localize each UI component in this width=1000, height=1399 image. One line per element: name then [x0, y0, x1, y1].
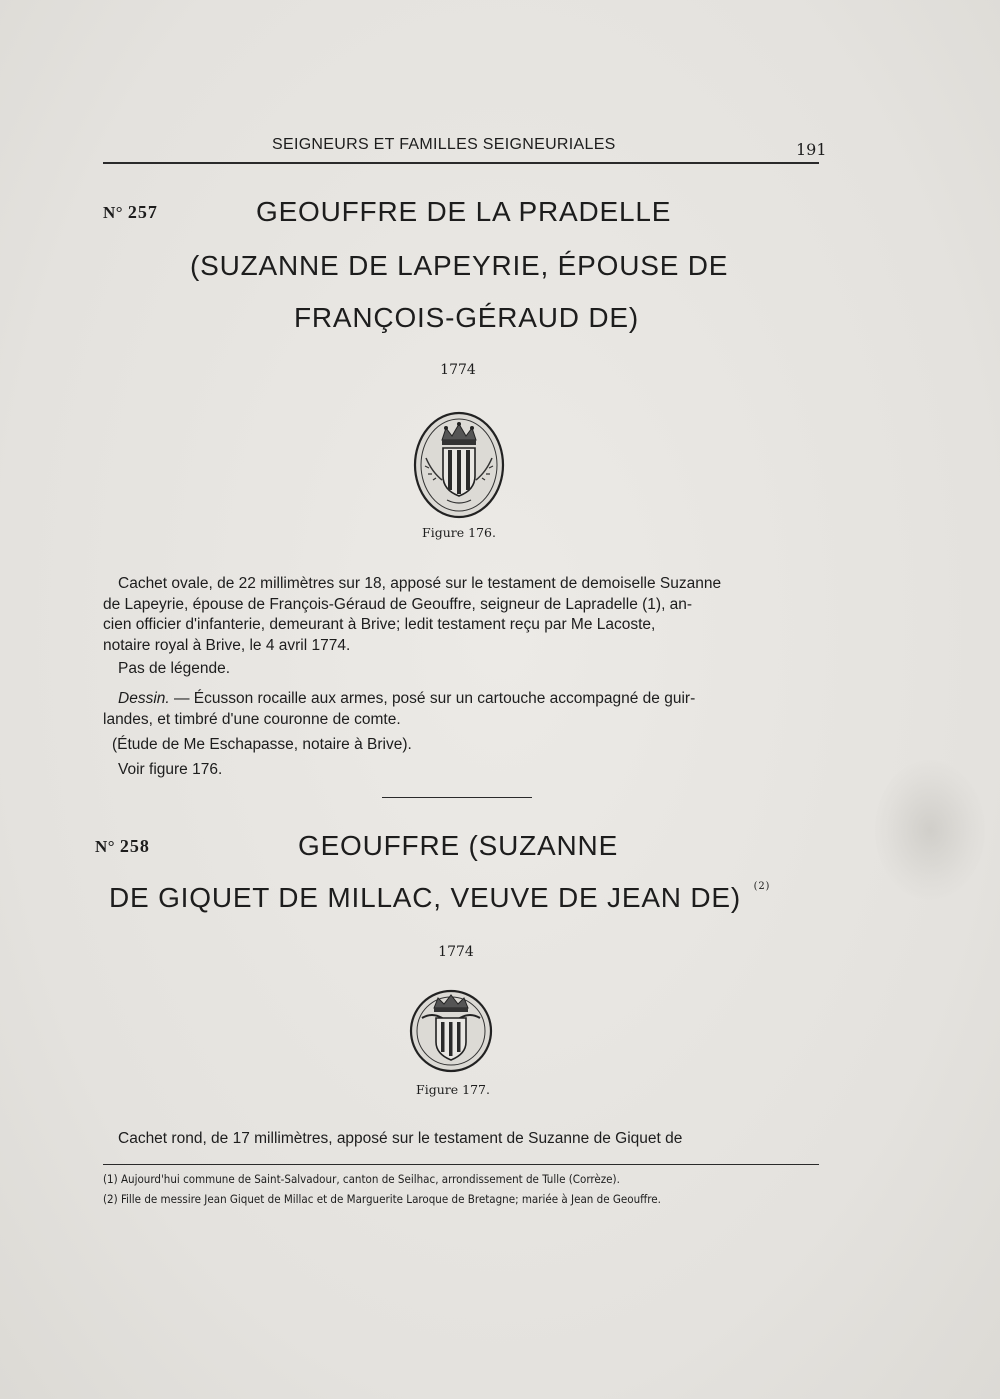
entry-year: 1774 [440, 362, 476, 378]
entry-number-value: 258 [119, 836, 150, 856]
etude-note: (Étude de Me Eschapasse, notaire à Brive). [112, 736, 412, 753]
entry-title-line2 [109, 880, 771, 914]
entry-description [103, 574, 819, 656]
text-line: Cachet rond, de 17 millimètres, apposé sur le testament de Suzanne de Giquet de [118, 1130, 683, 1147]
footnote-rule [103, 1164, 819, 1165]
text-line: de Lapeyrie, épouse de François-Géraud de Geouffre, seigneur de Lapradelle (1), an- [103, 595, 693, 613]
entry-title-line1: GEOUFFRE (SUZANNE [298, 830, 619, 861]
footnote-ref: (2) [753, 880, 771, 892]
text-line: landes, et timbré d'une couronne de comte. [103, 710, 401, 728]
paper-stain [875, 760, 985, 900]
entry-title-line1: GEOUFFRE DE LA PRADELLE [256, 196, 672, 227]
footnote-2: (2) Fille de messire Jean Giquet de Millac et de Marguerite Laroque de Bretagne; mariée à Jean de Geouffre. [103, 1192, 661, 1206]
footnote-1: (1) Aujourd'hui commune de Saint-Salvadour, canton de Seilhac, arrondissement de Tulle (Corrèze). [103, 1172, 620, 1186]
running-title: SEIGNEURS ET FAMILLES SEIGNEURIALES [272, 136, 616, 153]
entry-number-257 [103, 202, 158, 223]
entry-title-line2: (SUZANNE DE LAPEYRIE, ÉPOUSE DE [190, 250, 729, 281]
dessin-label: Dessin. [118, 690, 170, 707]
entry-number-value: 257 [127, 202, 158, 222]
entry-number-prefix: N° [95, 837, 116, 856]
header-rule [103, 162, 819, 164]
entry-number-258 [95, 836, 150, 857]
entry-title-line3: FRANÇOIS-GÉRAUD DE) [294, 302, 639, 333]
entry-year: 1774 [438, 944, 474, 960]
text-line [103, 689, 819, 710]
page-number: 191 [796, 140, 827, 159]
see-figure-note: Voir figure 176. [118, 761, 223, 778]
section-separator [382, 797, 532, 798]
dessin-description [103, 689, 819, 730]
legend-note: Pas de légende. [118, 660, 231, 677]
text-line: notaire royal à Brive, le 4 avril 1774. [103, 636, 351, 654]
dessin-text: — Écusson rocaille aux armes, posé sur un cartouche accompagné de guir- [169, 690, 696, 707]
figure-caption: Figure 176. [422, 525, 496, 540]
text-line: Cachet ovale, de 22 millimètres sur 18, apposé sur le testament de demoiselle Suzanne [118, 575, 722, 592]
entry-number-prefix: N° [103, 203, 124, 222]
oval-seal-icon [412, 410, 506, 520]
text-line: cien officier d'infanterie, demeurant à Brive; ledit testament reçu par Me Lacoste, [103, 616, 656, 633]
round-seal-icon [408, 988, 494, 1074]
entry-description [103, 1129, 819, 1150]
entry-title-text: DE GIQUET DE MILLAC, VEUVE DE JEAN DE) [109, 882, 742, 913]
figure-caption: Figure 177. [416, 1082, 490, 1097]
